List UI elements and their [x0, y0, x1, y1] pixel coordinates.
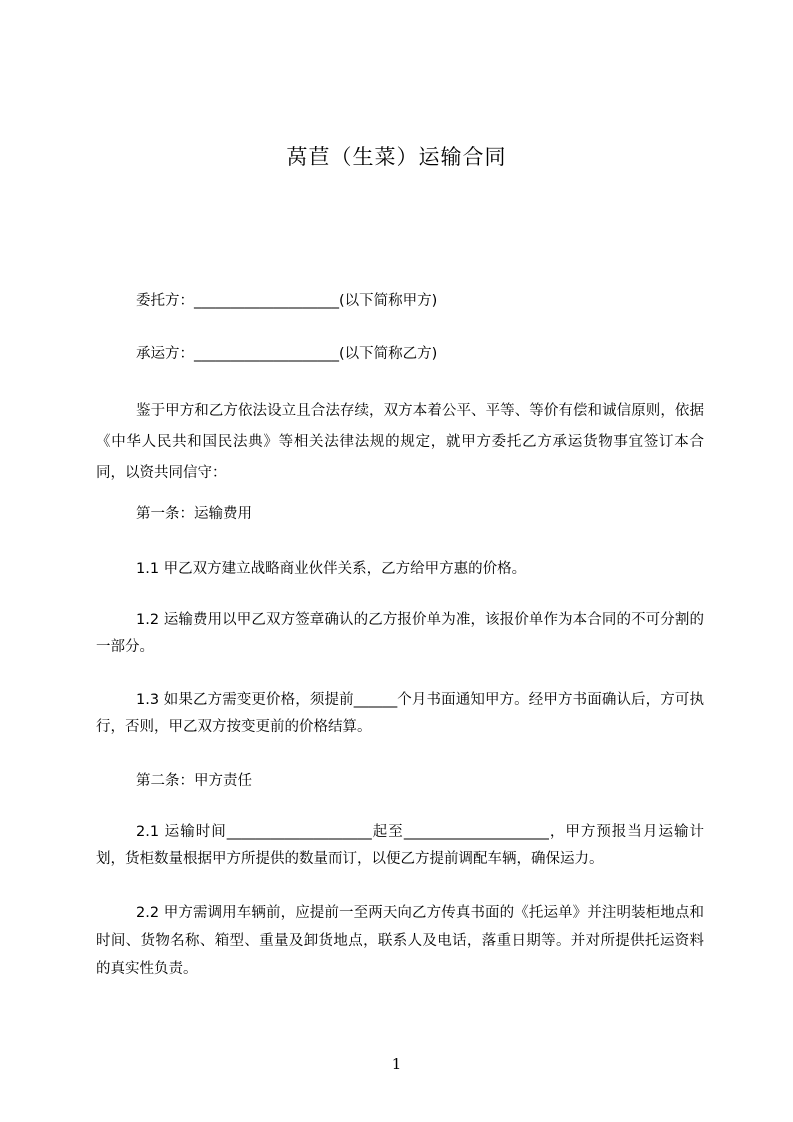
article-1-heading: 第一条：运输费用 [136, 506, 252, 522]
preamble-paragraph: 鉴于甲方和乙方依法设立且合法存续，双方本着公平、平等、等价有偿和诚信原则，依据《中华人民共和国民法典》等相关法律法规的规定，就甲方委托乙方承运货物事宜签订本合同，以资共同信守： [96, 403, 704, 481]
document-title: 莴苣（生菜）运输合同 [286, 145, 507, 169]
party-a-text: 委托方：____________________(以下简称甲方) [136, 293, 438, 309]
clause-2-2: 2.2 甲方需调用车辆前，应提前一至两天向乙方传真书面的《托运单》并注明装柜地点和时间、货物名称、箱型、重量及卸货地点，联系人及电话，落重日期等。并对所提供托运资料的真实性负责。 [96, 905, 704, 977]
article-2-heading: 第二条：甲方责任 [136, 773, 252, 789]
clause-1-3: 1.3 如果乙方需变更价格，须提前______个月书面通知甲方。经甲方书面确认后，方可执行，否则，甲乙双方按变更前的价格结算。 [96, 692, 704, 735]
party-b-line [96, 340, 704, 368]
clause-1-1: 1.1 甲乙双方建立战略商业伙伴关系，乙方给甲方惠的价格。 [136, 561, 527, 577]
page-number: 1 [391, 1055, 402, 1073]
party-b-text: 承运方：____________________(以下简称乙方) [136, 346, 438, 362]
clause-2-1: 2.1 运输时间____________________起至____________________，甲方预报当月运输计划，货柜数量根据甲方所提供的数量而订，以便乙方提前调配车辆，确保运力。 [96, 824, 704, 867]
party-a-line [96, 287, 704, 315]
clause-1-2: 1.2 运输费用以甲乙双方签章确认的乙方报价单为准，该报价单作为本合同的不可分割的一部分。 [96, 612, 704, 655]
